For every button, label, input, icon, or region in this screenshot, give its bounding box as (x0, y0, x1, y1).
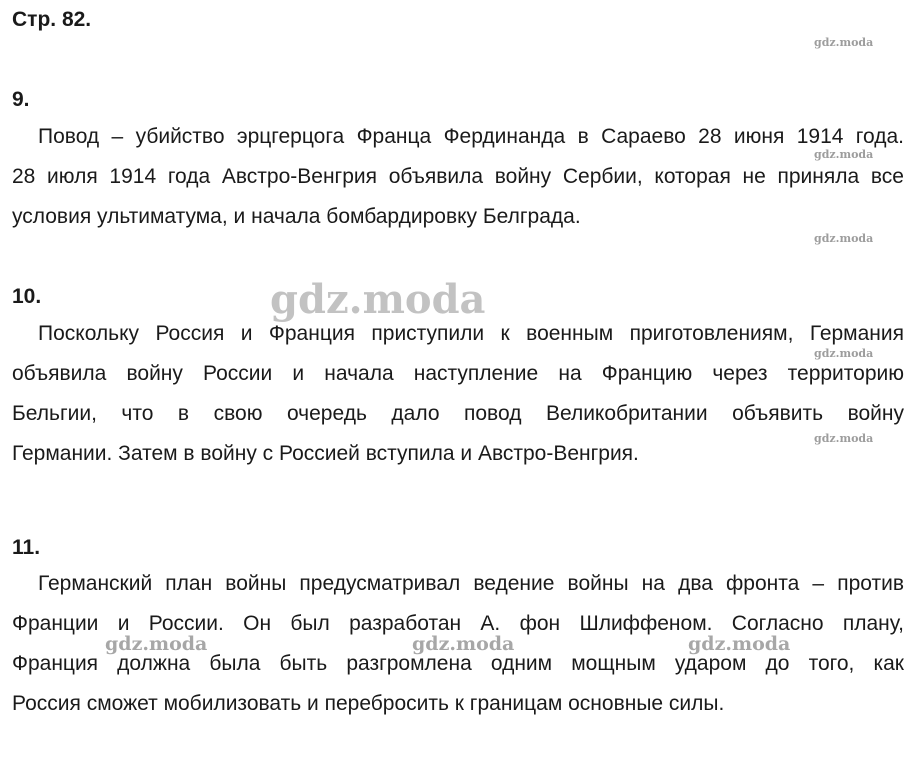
text-line: Германский план войны предусматривал ведение войны на два фронта – против (38, 572, 904, 595)
watermark: gdz.moda (814, 232, 874, 245)
watermark-large: gdz.moda (270, 276, 486, 323)
watermark: gdz.moda (814, 36, 874, 49)
task-answer-9 (12, 117, 904, 237)
watermark: gdz.moda (814, 347, 874, 360)
watermark: gdz.moda (814, 148, 874, 161)
watermark: gdz.moda (688, 633, 791, 655)
text-line: Германии. Затем в войну с Россией вступила и Австро-Венгрия. (12, 442, 639, 465)
text-line: Поскольку Россия и Франция приступили к военным приготовлениям, Германия (38, 322, 904, 345)
task-number-11: 11. (12, 536, 41, 559)
task-answer-10 (12, 314, 904, 474)
text-line: условия ультиматума, и начала бомбардировку Белграда. (12, 205, 581, 228)
watermark: gdz.moda (105, 633, 208, 655)
text-line: Франция должна была быть разгромлена одним мощным ударом до того, как (12, 652, 904, 675)
text-line: Бельгии, что в свою очередь дало повод Великобритании объявить войну (12, 402, 904, 425)
task-number-10: 10. (12, 285, 42, 308)
task-number-9: 9. (12, 88, 30, 111)
page-title: Стр. 82. (12, 8, 92, 31)
text-line: Россия сможет мобилизовать и перебросить к границам основные силы. (12, 692, 725, 715)
text-line: объявила войну России и начала наступление на Францию через территорию (12, 362, 904, 385)
text-line: Франции и России. Он был разработан А. фон Шлиффеном. Согласно плану, (12, 612, 904, 635)
watermark: gdz.moda (814, 432, 874, 445)
text-line: Повод – убийство эрцгерцога Франца Фердинанда в Сараево 28 июня 1914 года. (38, 125, 904, 148)
text-line: 28 июля 1914 года Австро-Венгрия объявила войну Сербии, которая не приняла все (12, 165, 904, 188)
watermark: gdz.moda (412, 633, 515, 655)
